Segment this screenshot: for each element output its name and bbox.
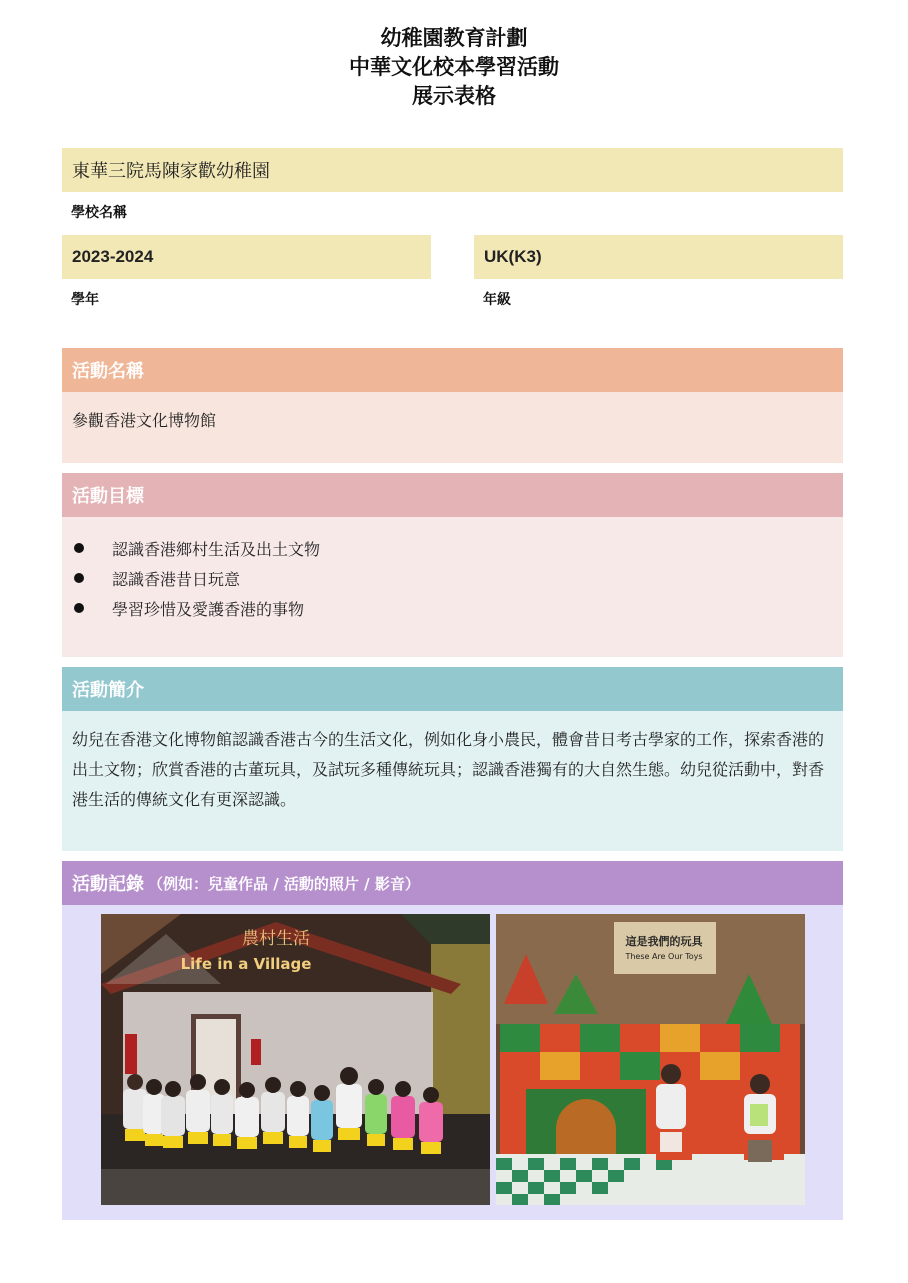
- school-year-label: 學年: [71, 292, 99, 308]
- activity-name-heading-text: 活動名稱: [72, 361, 144, 382]
- bullet-icon: [74, 573, 84, 583]
- village-sign-cn: 農村生活: [242, 929, 310, 949]
- title-line-2: 中華文化校本學習活動: [349, 55, 559, 79]
- objectives-body[interactable]: [62, 517, 843, 657]
- records-heading: [62, 861, 843, 905]
- objective-text: 認識香港昔日玩意: [112, 569, 241, 589]
- school-name-field[interactable]: 東華三院馬陳家歡幼稚園: [62, 148, 843, 192]
- bullet-icon: [74, 603, 84, 613]
- list-item: [72, 563, 833, 593]
- objectives-heading: [62, 473, 843, 517]
- intro-heading: [62, 667, 843, 711]
- toys-photo-image: [496, 914, 805, 1205]
- records-body: [62, 905, 843, 1220]
- title-line-1: 幼稚園教育計劃: [380, 26, 528, 50]
- village-photo-image: [101, 914, 490, 1205]
- page-title: [0, 24, 908, 111]
- records-heading-text: 活動記錄: [72, 874, 144, 895]
- toys-sign-cn: 這是我們的玩具: [625, 935, 703, 948]
- grade-field[interactable]: UK(K3): [474, 235, 843, 279]
- activity-name-body[interactable]: 參觀香港文化博物館: [62, 392, 843, 463]
- school-name-label: 學校名稱: [71, 205, 127, 221]
- list-item: [72, 533, 833, 563]
- toys-sign-en: These Are Our Toys: [625, 952, 703, 961]
- objectives-heading-text: 活動目標: [72, 486, 144, 507]
- village-sign-en: Life in a Village: [180, 955, 312, 973]
- objective-text: 認識香港鄉村生活及出土文物: [112, 539, 321, 559]
- photo-village: [101, 914, 490, 1205]
- objective-text: 學習珍惜及愛護香港的事物: [112, 599, 305, 619]
- title-line-3: 展示表格: [412, 84, 496, 108]
- photo-toys: [496, 914, 805, 1205]
- intro-heading-text: 活動簡介: [72, 680, 144, 701]
- list-item: [72, 593, 833, 623]
- bullet-icon: [74, 543, 84, 553]
- grade-label: 年級: [483, 292, 511, 308]
- intro-body[interactable]: 幼兒在香港文化博物館認識香港古今的生活文化，例如化身小農民，體會昔日考古學家的工作，探索香港的出土文物；欣賞香港的古董玩具，及試玩多種傳統玩具；認識香港獨有的大自然生態。幼兒從活動中，對香港生活的傳統文化有更深認識。: [62, 711, 843, 851]
- activity-name-heading: [62, 348, 843, 392]
- school-year-field[interactable]: 2023-2024: [62, 235, 431, 279]
- records-subheading: （例如：兒童作品 / 活動的照片 / 影音）: [148, 874, 420, 893]
